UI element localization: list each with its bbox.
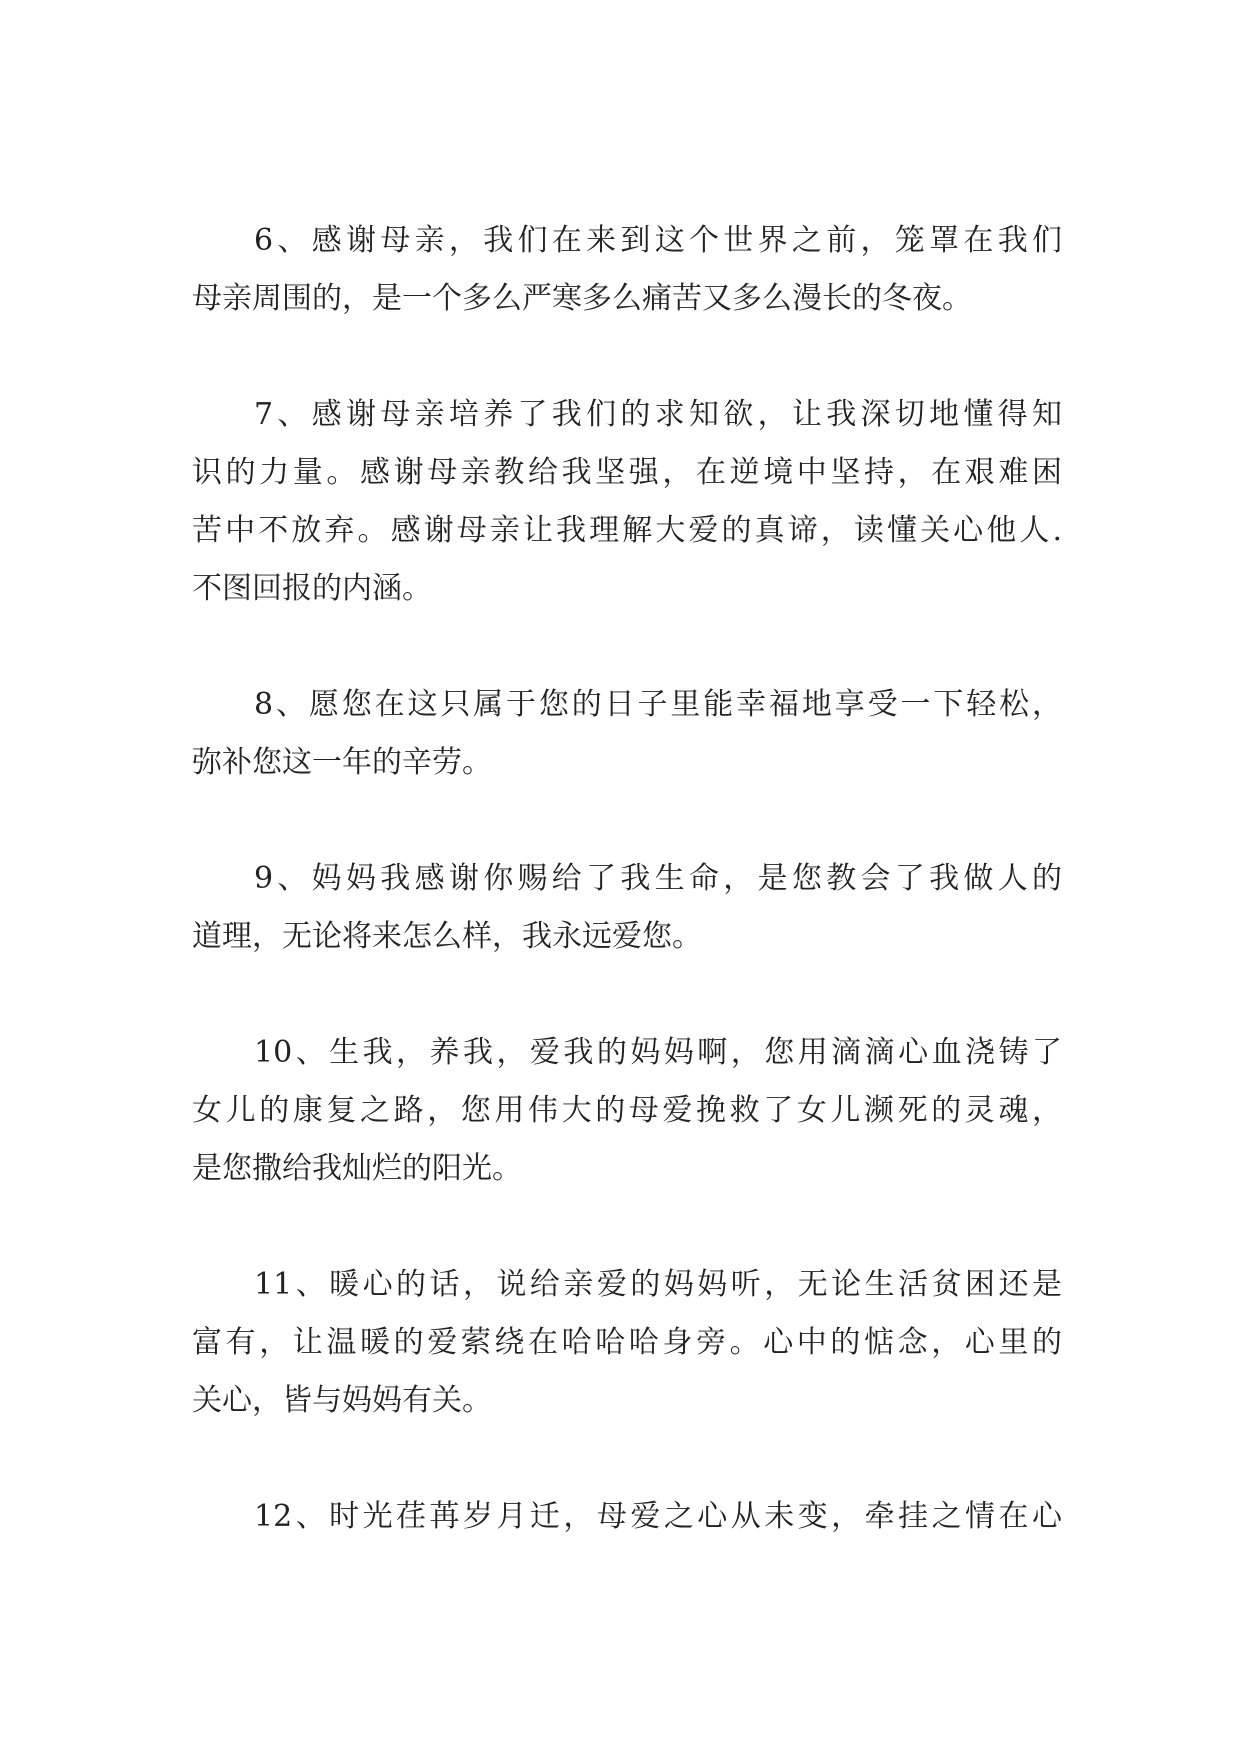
paragraph-line: 关心，皆与妈妈有关。 (192, 1383, 492, 1418)
paragraph-9 (192, 850, 1062, 966)
paragraph-line: 苦中不放弃。感谢母亲让我理解大爱的真谛，读懂关心他人. (192, 513, 1062, 548)
paragraph-line: 7、感谢母亲培养了我们的求知欲，让我深切地懂得知 (254, 397, 1062, 432)
paragraph-line: 8、愿您在这只属于您的日子里能幸福地享受一下轻松， (254, 687, 1062, 722)
paragraph-8 (192, 676, 1062, 792)
paragraph-line: 12、时光荏苒岁月迁，母爱之心从未变，牵挂之情在心 (254, 1499, 1062, 1534)
paragraph-11 (192, 1256, 1062, 1430)
paragraph-line: 识的力量。感谢母亲教给我坚强，在逆境中坚持，在艰难困 (192, 455, 1062, 490)
paragraph-line: 女儿的康复之路，您用伟大的母爱挽救了女儿濒死的灵魂， (192, 1093, 1062, 1128)
paragraph-line: 10、生我，养我，爱我的妈妈啊，您用滴滴心血浇铸了 (254, 1035, 1062, 1070)
paragraph-line: 是您撒给我灿烂的阳光。 (192, 1151, 522, 1186)
paragraph-line: 9、妈妈我感谢你赐给了我生命，是您教会了我做人的 (254, 861, 1062, 896)
paragraph-line: 11、暖心的话，说给亲爱的妈妈听，无论生活贫困还是 (254, 1267, 1062, 1302)
paragraph-12 (192, 1488, 1062, 1546)
paragraph-7 (192, 386, 1062, 618)
paragraph-10 (192, 1024, 1062, 1198)
paragraph-line: 富有，让温暖的爱萦绕在哈哈哈身旁。心中的惦念，心里的 (192, 1325, 1062, 1360)
paragraph-line: 母亲周围的，是一个多么严寒多么痛苦又多么漫长的冬夜。 (192, 281, 972, 316)
paragraph-6 (192, 212, 1062, 328)
paragraph-line: 弥补您这一年的辛劳。 (192, 745, 492, 780)
paragraph-line: 6、感谢母亲，我们在来到这个世界之前，笼罩在我们 (254, 223, 1062, 258)
document-body (192, 212, 1062, 1604)
paragraph-line: 不图回报的内涵。 (192, 571, 432, 606)
paragraph-line: 道理，无论将来怎么样，我永远爱您。 (192, 919, 702, 954)
